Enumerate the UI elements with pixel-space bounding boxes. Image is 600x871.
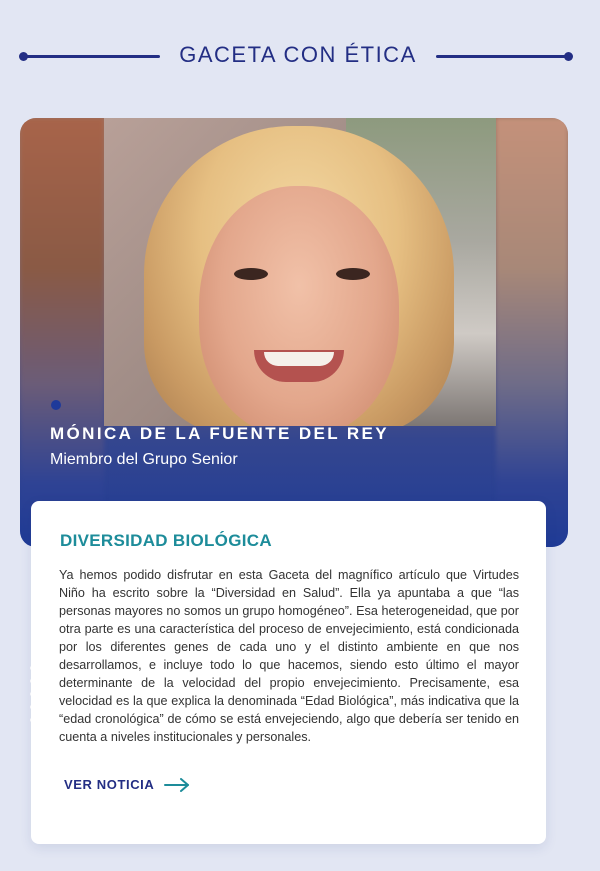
read-more-label: VER NOTICIA: [64, 777, 155, 792]
article-title: DIVERSIDAD BIOLÓGICA: [60, 531, 272, 550]
author-photo: [104, 118, 496, 426]
header-line-left: [22, 55, 160, 58]
header-dot-left: [19, 52, 28, 61]
author-name: MÓNICA DE LA FUENTE DEL REY: [50, 424, 390, 443]
arrow-right-icon: [164, 778, 190, 792]
author-role: Miembro del Grupo Senior: [50, 451, 238, 468]
section-title: GACETA CON ÉTICA: [179, 42, 417, 67]
article-body: Ya hemos podido disfrutar en esta Gaceta del magnífico artículo que Virtudes Niño ha escrito sobre la “Diversidad en Salud”. Ella ya apuntaba a que “las personas mayores no somos un grupo homogéneo”. Esa heterogeneidad, que por otra parte es una característica del proceso de envejecimiento, está condicionada por los diferentes genes de cada uno y el distinto ambiente en que nos desarrollamos, e incluye todo lo que hacemos, siendo esto último el mayor determinante de la velocidad del propio envejecimiento. Precisamente, esa velocidad es la que explica la denominada “Edad Biológica”, más indicativa que la “edad cronológica” de cómo se está envejeciendo, algo que debería ser tenido en cuenta a niveles institucionales y personales.: [59, 568, 519, 744]
read-more-link[interactable]: [64, 777, 190, 792]
photo-blur-left: [20, 118, 104, 547]
header-line-right: [436, 55, 568, 58]
slide-indicator-dot[interactable]: [51, 400, 61, 410]
header-dot-right: [564, 52, 573, 61]
author-hero-card: [20, 118, 568, 547]
photo-blur-right: [496, 118, 568, 547]
section-header: [0, 32, 600, 80]
article-card: [31, 501, 546, 844]
